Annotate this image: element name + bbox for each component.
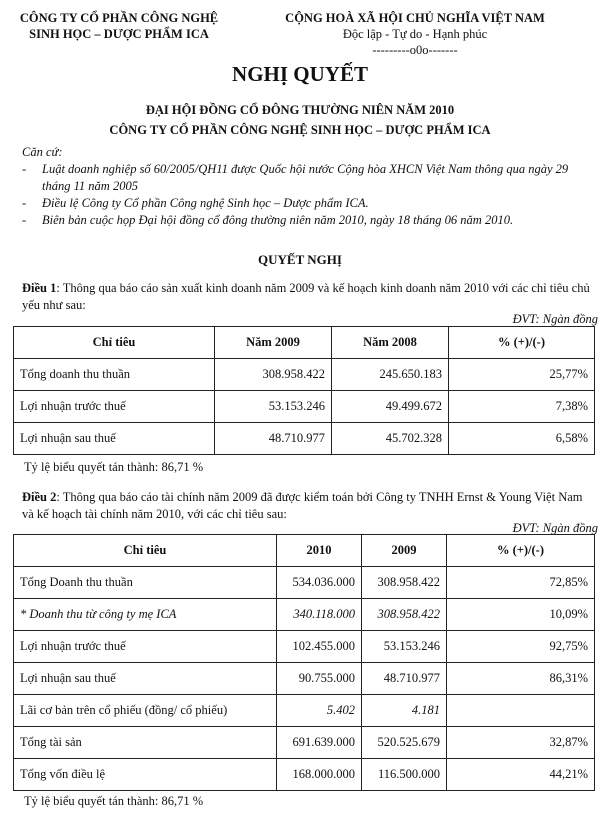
table-row: Tổng doanh thu thuần 308.958.422 245.650.183 25,77% bbox=[14, 359, 595, 391]
document-title: NGHỊ QUYẾT bbox=[232, 62, 368, 86]
country-name: CỘNG HOÀ XÃ HỘI CHỦ NGHĨA VIỆT NAM bbox=[285, 11, 545, 25]
can-cu-item: - Luật doanh nghiệp số 60/2005/QH11 được Quốc hội nước Cộng hòa XHCN Việt Nam thông qua ngày 29 tháng 11 năm 2005 bbox=[22, 162, 569, 193]
article-2-vote: Tỷ lệ biểu quyết tán thành: 86,71 % bbox=[24, 794, 204, 808]
subtitle-2: CÔNG TY CỔ PHẦN CÔNG NGHỆ SINH HỌC – DƯỢC PHẨM ICA bbox=[109, 123, 491, 137]
company-line-2: SINH HỌC – DƯỢC PHẨM ICA bbox=[29, 27, 209, 41]
section-heading: QUYẾT NGHỊ bbox=[258, 252, 342, 267]
table-row: Lợi nhuận sau thuế 90.755.000 48.710.977 86,31% bbox=[14, 663, 595, 695]
table-row: Tổng Doanh thu thuần 534.036.000 308.958.422 72,85% bbox=[14, 567, 595, 599]
table-row: Lợi nhuận sau thuế 48.710.977 45.702.328 6,58% bbox=[14, 423, 595, 455]
can-cu-item: - Điều lệ Công ty Cổ phần Công nghệ Sinh học – Dược phẩm ICA. bbox=[22, 196, 369, 210]
motto: Độc lập - Tự do - Hạnh phúc bbox=[342, 27, 488, 41]
article-2-table bbox=[13, 534, 595, 791]
table-row: Lãi cơ bản trên cổ phiếu (đồng/ cổ phiếu) 5.402 4.181 bbox=[14, 695, 595, 727]
can-cu-item: - Biên bản cuộc họp Đại hội đồng cổ đông thường niên năm 2010, ngày 18 tháng 06 năm 2010. bbox=[22, 213, 514, 227]
table-row: Tổng tài sản 691.639.000 520.525.679 32,87% bbox=[14, 727, 595, 759]
article-1-vote: Tỷ lệ biểu quyết tán thành: 86,71 % bbox=[24, 460, 204, 474]
table-row: * Doanh thu từ công ty mẹ ICA 340.118.000 308.958.422 10,09% bbox=[14, 599, 595, 631]
article-1-unit: ĐVT: Ngàn đồng bbox=[512, 312, 598, 326]
table-row: Tổng vốn điều lệ 168.000.000 116.500.000 44,21% bbox=[14, 759, 595, 791]
article-2-text: Điều 2: Thông qua báo cáo tài chính năm 2009 đã được kiểm toán bởi Công ty TNHH Ernst & Young Việt Nam và kế hoạch tài chính năm 2010, với các chỉ tiêu sau: bbox=[22, 490, 583, 521]
table-row: Lợi nhuận trước thuế 53.153.246 49.499.672 7,38% bbox=[14, 391, 595, 423]
can-cu-list bbox=[22, 161, 592, 229]
article-2-unit: ĐVT: Ngàn đồng bbox=[512, 521, 598, 535]
separator: ---------o0o------- bbox=[372, 43, 458, 57]
company-line-1: CÔNG TY CỔ PHẦN CÔNG NGHỆ bbox=[19, 11, 219, 25]
can-cu-label: Căn cứ: bbox=[22, 145, 63, 159]
table-header-row: Chỉ tiêu 2010 2009 % (+)/(-) bbox=[14, 535, 595, 567]
table-header-row: Chỉ tiêu Năm 2009 Năm 2008 % (+)/(-) bbox=[14, 327, 595, 359]
article-1-table bbox=[13, 326, 595, 455]
article-1-text: Điều 1: Thông qua báo cáo sản xuất kinh doanh năm 2009 và kế hoạch kinh doanh năm 2010 với các chỉ tiêu chủ yếu như sau: bbox=[22, 281, 590, 312]
subtitle-1: ĐẠI HỘI ĐỒNG CỔ ĐÔNG THƯỜNG NIÊN NĂM 2010 bbox=[145, 103, 455, 117]
national-header bbox=[250, 10, 580, 58]
company-name bbox=[14, 10, 224, 42]
table-row: Lợi nhuận trước thuế 102.455.000 53.153.246 92,75% bbox=[14, 631, 595, 663]
